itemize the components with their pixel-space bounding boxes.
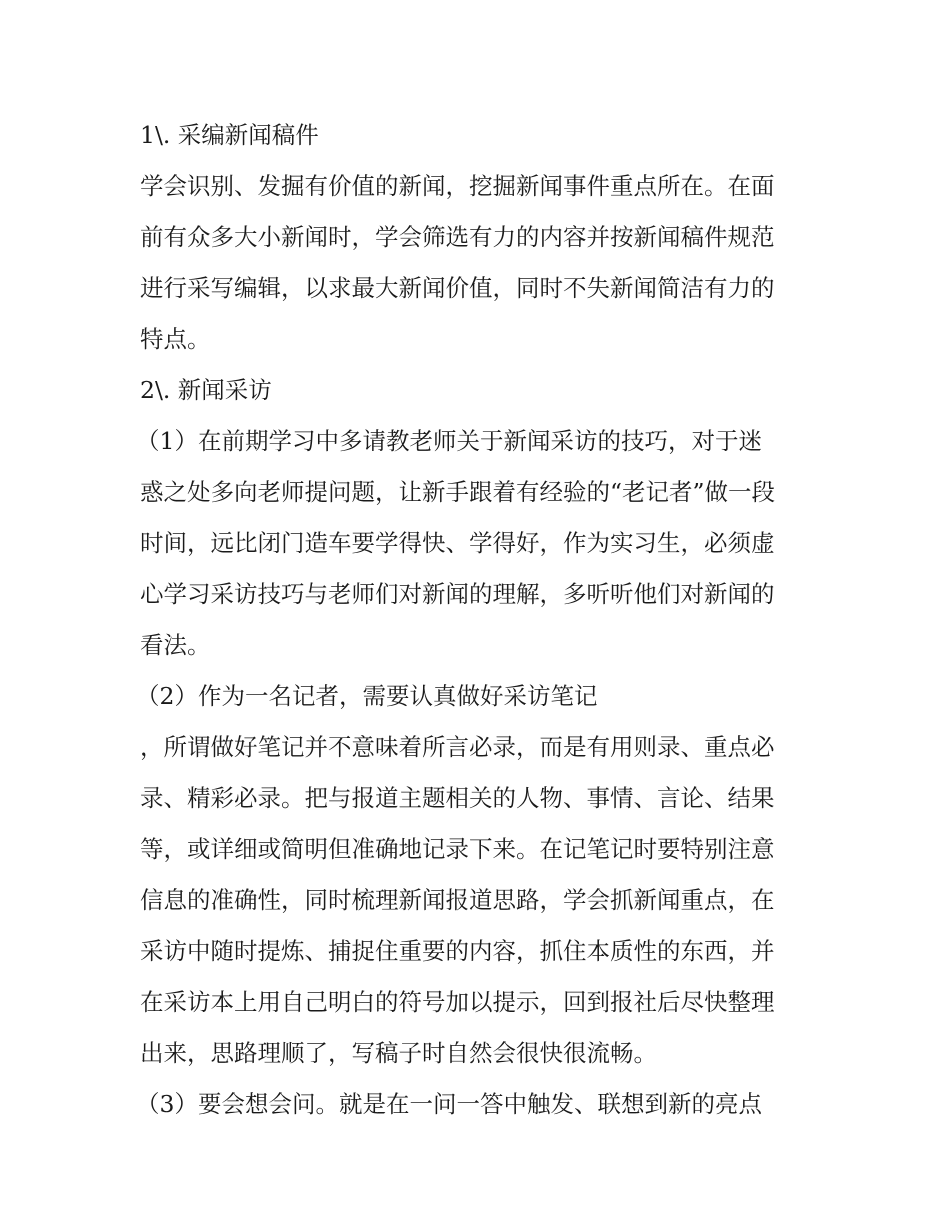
text-line: ，所谓做好笔记并不意味着所言必录，而是有用则录、重点必 <box>140 733 775 761</box>
text-line: 心学习采访技巧与老师们对新闻的理解，多听听他们对新闻的 <box>140 580 775 608</box>
paragraph <box>136 416 820 671</box>
text-line: 前有众多大小新闻时，学会筛选有力的内容并按新闻稿件规范 <box>140 223 775 251</box>
text-line: 录、精彩必录。把与报道主题相关的人物、事情、言论、结果 <box>140 784 775 812</box>
text-line: 看法。 <box>140 631 211 659</box>
text-line: 学会识别、发掘有价值的新闻，挖掘新闻事件重点所在。在面 <box>140 172 775 200</box>
text-line: 出来，思路理顺了，写稿子时自然会很快很流畅。 <box>140 1039 657 1067</box>
paragraph <box>136 1079 820 1130</box>
text-line: 特点。 <box>140 325 211 353</box>
text-line: 等，或详细或简明但准确地记录下来。在记笔记时要特别注意 <box>140 835 775 863</box>
section-heading: 2\. 新闻采访 <box>140 376 272 404</box>
text-line: 在采访本上用自己明白的符号加以提示，回到报社后尽快整理 <box>140 988 775 1016</box>
paragraph <box>140 161 820 365</box>
text-line: （2）作为一名记者，需要认真做好采访笔记 <box>136 682 598 710</box>
text-line: 采访中随时提炼、捕捉住重要的内容，抓住本质性的东西，并 <box>140 937 775 965</box>
section-heading: 1\. 采编新闻稿件 <box>140 121 319 149</box>
text-line: （1）在前期学习中多请教老师关于新闻采访的技巧，对于迷 <box>136 427 762 455</box>
text-line: 进行采写编辑，以求最大新闻价值，同时不失新闻简洁有力的 <box>140 274 775 302</box>
text-line: 惑之处多向老师提问题，让新手跟着有经验的“老记者”做一段 <box>140 478 776 506</box>
paragraph <box>136 671 820 1079</box>
text-line: 信息的准确性，同时梳理新闻报道思路，学会抓新闻重点，在 <box>140 886 775 914</box>
document-body <box>136 110 820 1130</box>
text-line: 时间，远比闭门造车要学得快、学得好，作为实习生，必须虚 <box>140 529 775 557</box>
text-line: （3）要会想会问。就是在一问一答中触发、联想到新的亮点 <box>136 1090 762 1118</box>
